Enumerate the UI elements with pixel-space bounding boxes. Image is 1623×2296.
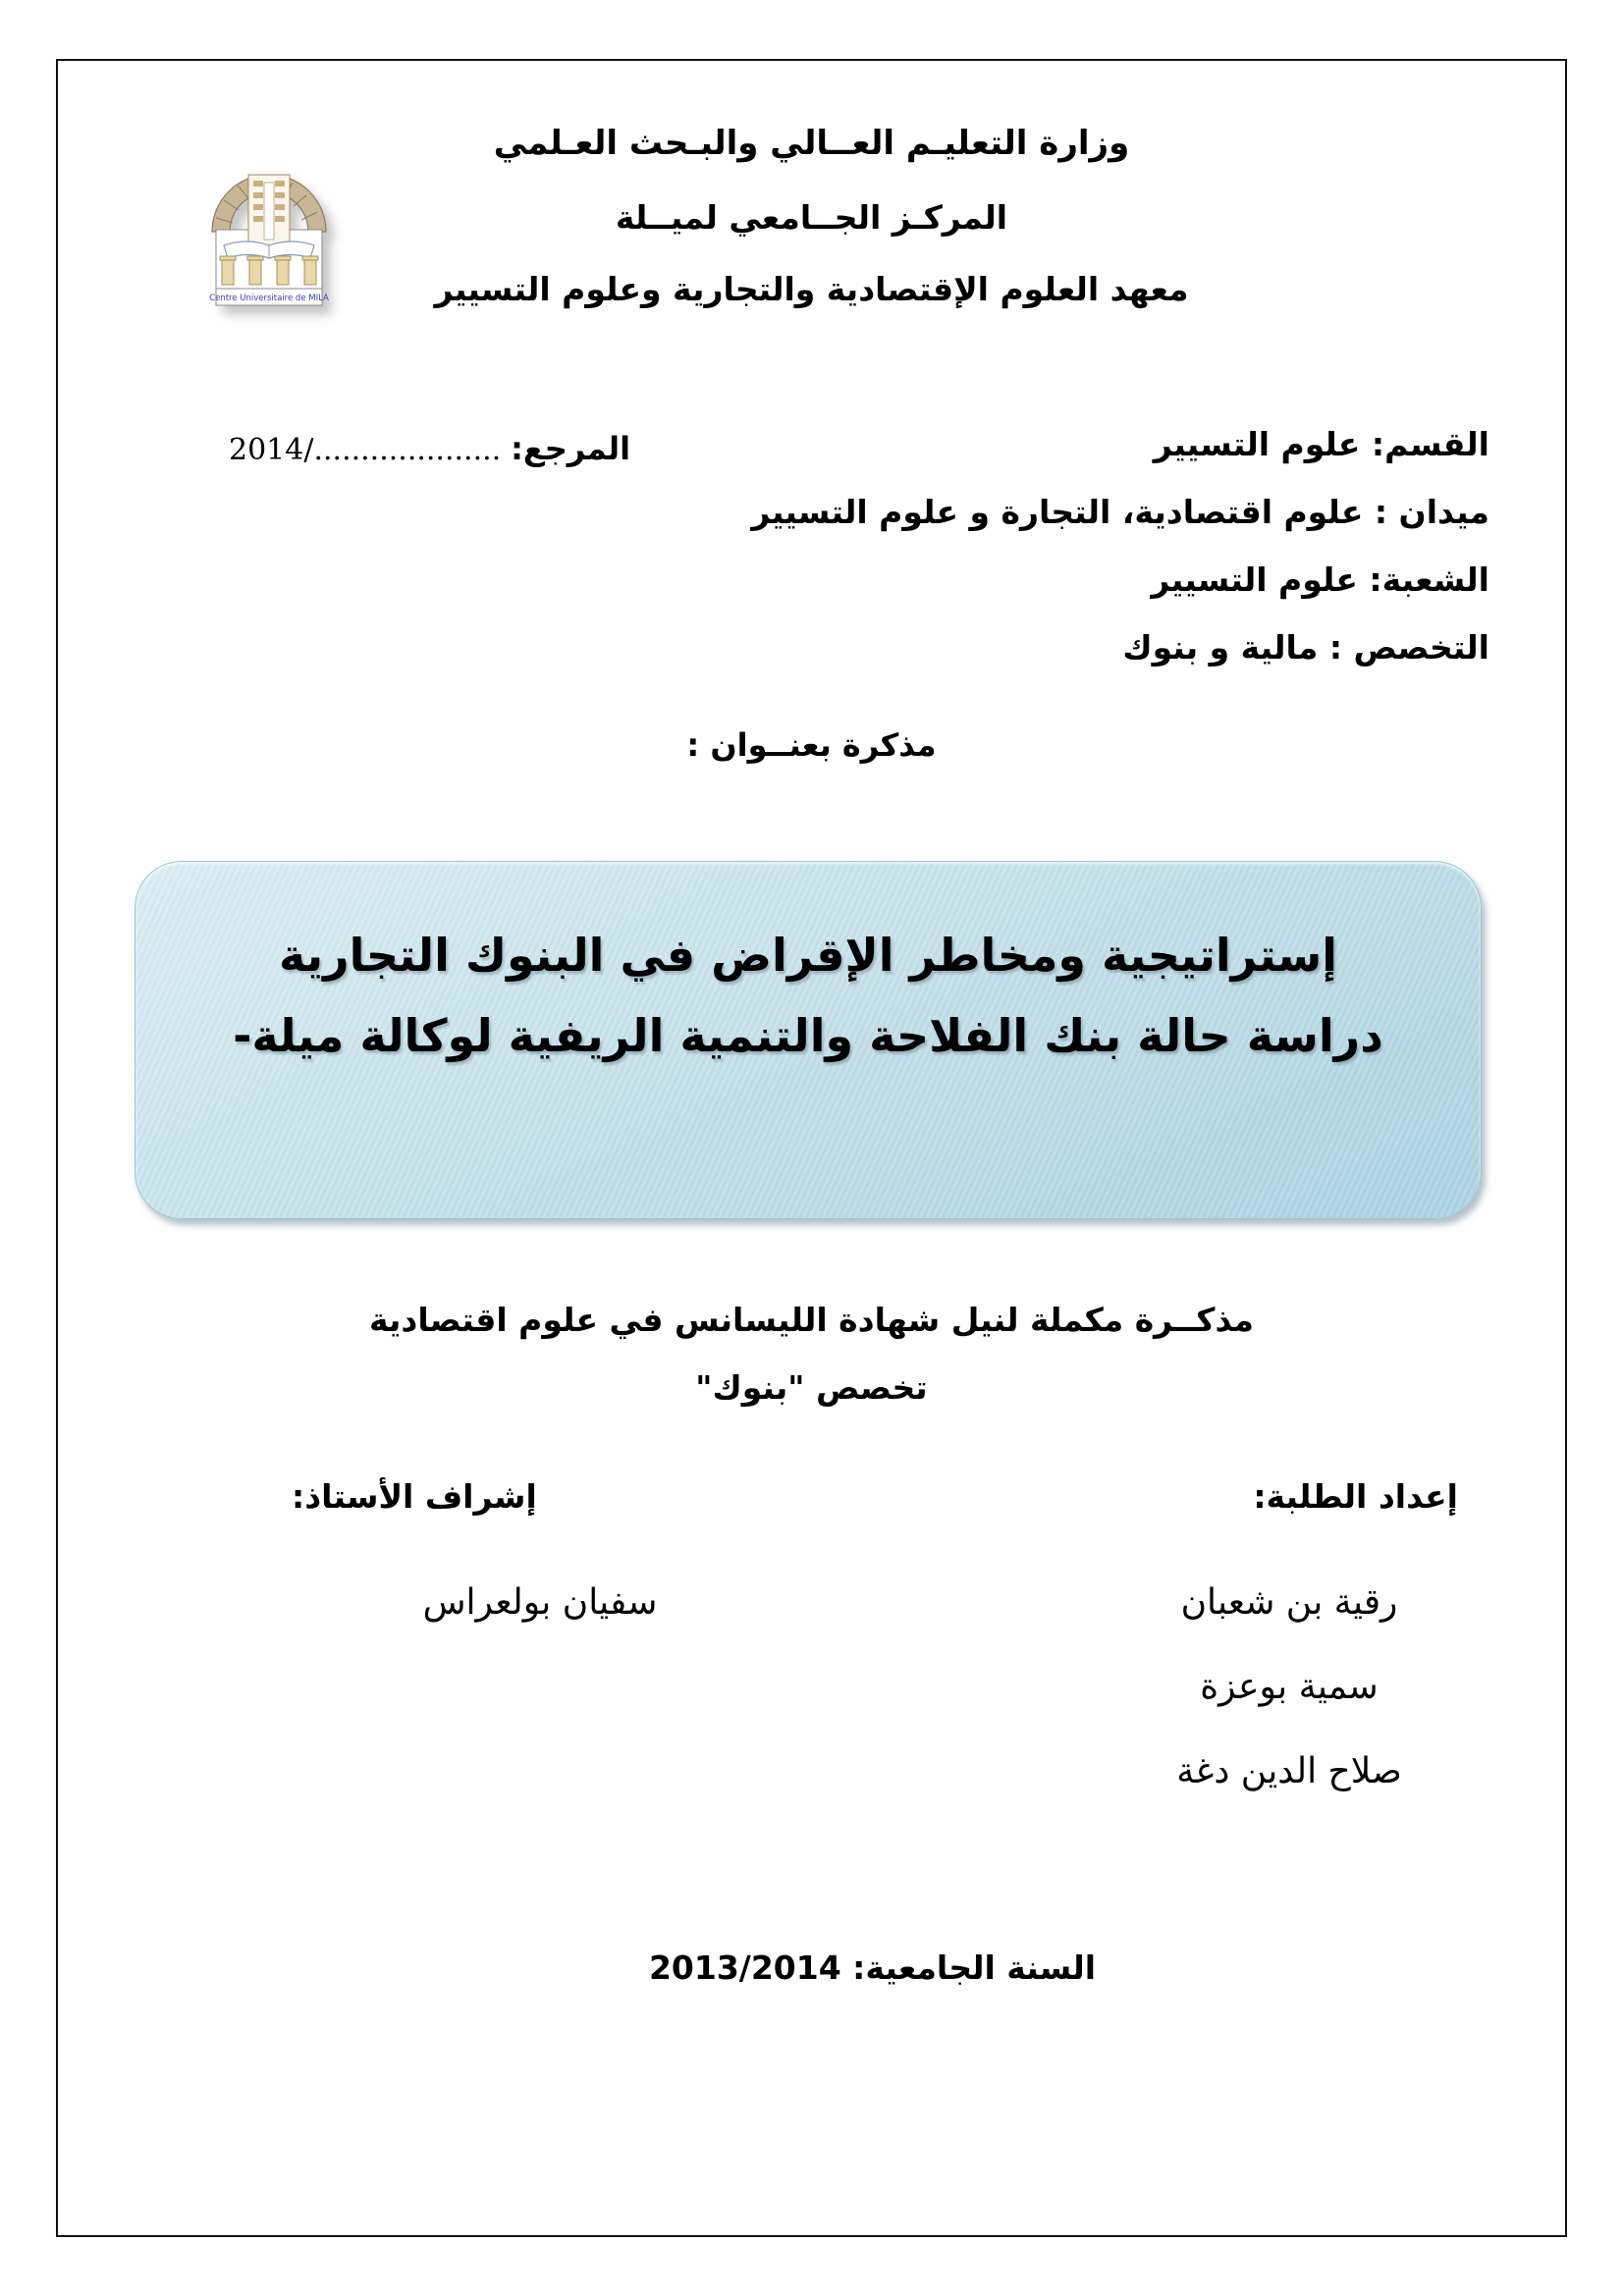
info-department: القسم: علوم التسيير (1153, 425, 1489, 463)
thesis-title-line1: إستراتيجية ومخاطر الإقراض في البنوك التجارية (278, 929, 1338, 982)
student-name: سمية بوعزة (1200, 1667, 1379, 1707)
students-label: إعداد الطلبة: (1253, 1477, 1458, 1516)
header-institute: معهد العلوم الإقتصادية والتجارية وعلوم التسيير (434, 270, 1189, 308)
reference-label: المرجع: (511, 430, 631, 467)
degree-note-line1: مذكــرة مكملة لنيل شهادة الليسانس في علوم اقتصادية (369, 1301, 1254, 1339)
academic-year: السنة الجامعية: 2013/2014 (648, 1949, 1097, 1987)
reference-line (229, 430, 630, 467)
header-ministry: وزارة التعليـم العــالي والبـحث العـلمي (493, 124, 1130, 163)
info-field: ميدان : علوم اقتصادية، التجارة و علوم التسيير (751, 493, 1489, 531)
memo-heading: مذكرة بعنــوان : (686, 726, 937, 764)
header-university: المركـز الجــامعي لميــلة (615, 198, 1008, 237)
thesis-title-line2: دراسة حالة بنك الفلاحة والتنمية الريفية لوكالة ميلة- (233, 1009, 1383, 1062)
program-info-block (751, 410, 1489, 681)
title-box (135, 861, 1482, 1219)
reference-value: ..................../2014 (229, 433, 502, 467)
supervisor-name: سفيان بولعراس (422, 1582, 658, 1623)
supervisor-label: إشراف الأستاذ: (292, 1477, 537, 1516)
student-name: رقية بن شعبان (1180, 1582, 1398, 1623)
students-list (1093, 1561, 1486, 1814)
degree-note-line2: تخصص "بنوك" (695, 1368, 928, 1407)
info-specialty: التخصص : مالية و بنوك (1122, 628, 1489, 667)
logo-caption: Centre Universitaire de MILA (209, 294, 329, 303)
student-name: صلاح الدين دغة (1176, 1751, 1402, 1791)
info-branch: الشعبة: علوم التسيير (1151, 561, 1489, 599)
